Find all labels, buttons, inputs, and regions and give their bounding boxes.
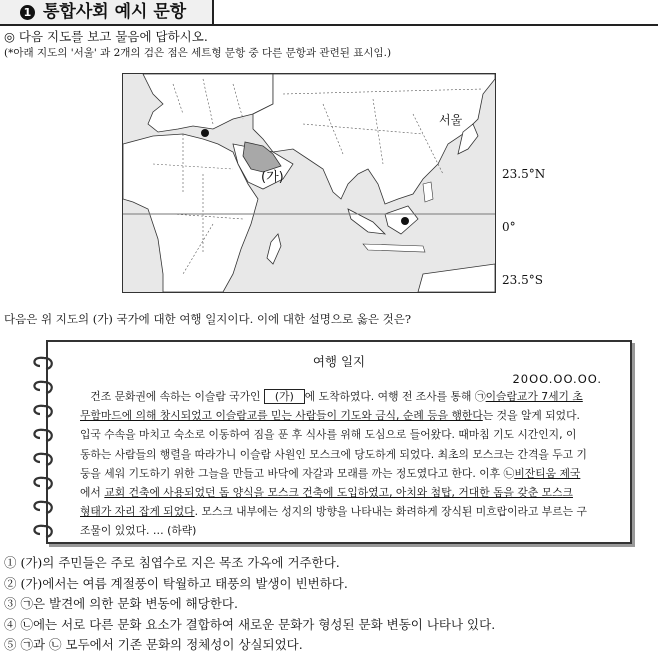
option-2[interactable]: ② (가)에서는 여름 계절풍이 탁월하고 태풍의 발생이 빈번하다. [4,575,348,591]
journal-line-1: 건조 문화권에 속하는 이슬람 국가인 (가) 에 도착하였다. 여행 전 조사를 통해 ㉠이슬람교가 7세기 초 [90,390,583,403]
journal-date: 20OO.OO.OO. [512,372,602,386]
underline-b: 비잔티움 제국 [514,466,581,480]
page-title [0,0,214,24]
title-text: 통합사회 예시 문항 [43,2,187,22]
question-number-badge: 1 [20,5,35,20]
map-note: (*아래 지도의 '서울' 과 2개의 검은 점은 세트형 문항 중 다른 문항과 관련된 표시임.) [4,47,392,59]
map-illustration [123,74,495,292]
highlight-country-label: (가) [261,170,284,185]
option-4[interactable]: ④ ㉡에는 서로 다른 문화 요소가 결합하여 새로운 문화가 형성된 문화 변동이 나타나 있다. [4,616,496,632]
blank-box: (가) [264,389,305,404]
lat-label-south: 23.5°S [502,273,543,287]
title-bar [0,0,658,26]
journal-title: 여행 일지 [312,354,366,369]
journal-line-8: 조물이 있었다. … (하략) [80,524,197,538]
instructions: ◎ 다음 지도를 보고 물음에 답하시오. [4,29,208,44]
underline-a: 이슬람교가 7세기 초 [485,390,583,403]
journal-line-4: 동하는 사람들의 행렬을 따라가니 이슬람 사원인 모스크에 당도하게 되었다. 최초의 모스크는 간격을 두고 기 [80,447,587,461]
seoul-label: 서울 [439,113,463,127]
travel-journal [46,340,632,544]
answer-options [4,553,495,656]
option-3[interactable]: ③ ㉠은 발견에 의한 문화 변동에 해당한다. [4,596,238,611]
journal-line-5: 둥을 세워 기도하기 위한 그늘을 만들고 바닥에 자갈과 모래를 까는 정도였다고 한다. 이후 ㉡비잔티움 제국 [80,466,581,480]
lat-label-north: 23.5°N [502,167,546,181]
world-map [122,73,496,293]
journal-line-6: 에서 교회 건축에 사용되었던 돔 양식을 모스크 건축에 도입하였고, 아치와 첨탑, 거대한 돔을 갖춘 모스크 [80,486,573,500]
option-5[interactable]: ⑤ ㉠과 ㉡ 모두에서 기존 문화의 정체성이 상실되었다. [4,637,303,652]
journal-line-7: 형태가 자리 잡게 되었다. 모스크 내부에는 성지의 방향을 나타내는 화려하게 장식된 미흐랍이라고 부르는 구 [80,505,587,519]
journal-body [80,388,606,542]
journal-line-3: 입국 수속을 마치고 숙소로 이동하여 짐을 푼 후 식사를 위해 도심으로 들어왔다. 때마침 기도 시간인지, 이 [80,428,577,442]
question-prompt: 다음은 위 지도의 (가) 국가에 대한 여행 일지이다. 이에 대한 설명으로 옳은 것은? [4,312,412,326]
journal-line-2: 무함마드에 의해 창시되었고 이슬람교를 믿는 사람들이 기도와 금식, 순례 등을 행한다는 것을 알게 되었다. [80,409,580,423]
spiral-binding-icon [30,350,60,545]
lat-label-equator: 0° [502,220,516,234]
option-1[interactable]: ① (가)의 주민들은 주로 침엽수로 지은 목조 가옥에 거주한다. [4,555,340,570]
